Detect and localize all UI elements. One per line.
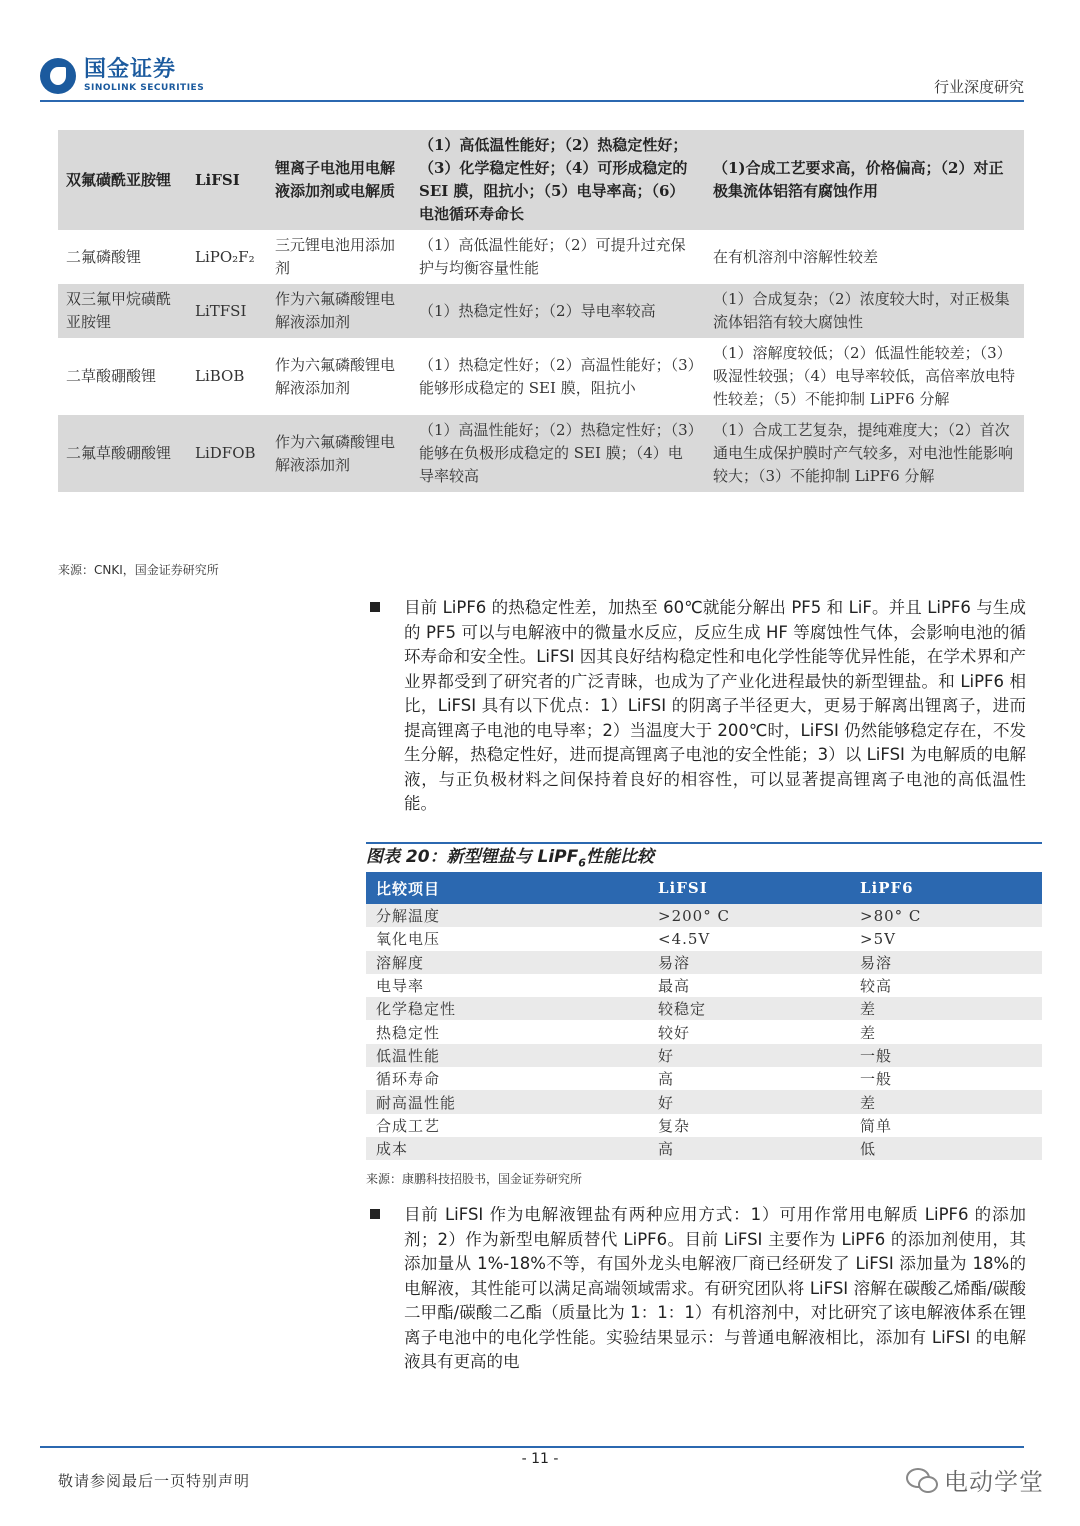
table1-source: 来源：CNKI，国金证券研究所: [58, 563, 219, 577]
item-cell: 合成工艺: [366, 1114, 648, 1137]
salt-cons: （1）溶解度较低；（2）低温性能较差；（3）吸湿性较强；（4）电导率较低，高倍率放电特性较差；（5）不能抑制 LiPF6 分解: [713, 344, 1016, 408]
salt-name: 二草酸硼酸锂: [66, 367, 157, 385]
salt-formula: LiPO₂F₂: [195, 247, 255, 266]
salt-formula: LiDFOB: [187, 415, 267, 492]
figure-20-title: [366, 842, 1042, 872]
table-row: [58, 284, 1024, 338]
paragraph-lipf6: [370, 596, 1026, 817]
salt-cons: （1）合成复杂；（2）浓度较大时，对正极集流体铝箔有较大腐蚀性: [705, 284, 1024, 338]
item-cell: 分解温度: [366, 904, 648, 927]
wechat-icon: [906, 1468, 936, 1492]
figure-title-prefix: 图表 20：新型锂盐与 LiPF: [366, 847, 579, 867]
salt-name: 二氟草酸硼酸锂: [58, 415, 187, 492]
table-row: [366, 997, 1042, 1020]
lipf6-cell: 较高: [850, 974, 1042, 997]
salt-pros: （1）热稳定性好；（2）高温性能好；（3）能够形成稳定的 SEI 膜，阻抗小: [419, 355, 696, 397]
salt-cons: 在有机溶剂中溶解性较差: [713, 247, 879, 266]
salt-formula: LiTFSI: [187, 284, 267, 338]
table-row: [366, 1114, 1042, 1137]
salt-pros: （1）高低温性能好；（2）热稳定性好；（3）化学稳定性好；（4）可形成稳定的 SEI 膜，阻抗小；（5）电导率高；（6）电池循环寿命长: [411, 130, 705, 230]
table-row: [366, 904, 1042, 927]
lipf6-cell: 低: [850, 1137, 1042, 1160]
lipf6-cell: 差: [850, 1020, 1042, 1043]
comparison-table: [366, 872, 1042, 1160]
item-cell: 溶解度: [366, 951, 648, 974]
table-row: [366, 1137, 1042, 1160]
table-row: [366, 951, 1042, 974]
item-cell: 化学稳定性: [366, 997, 648, 1020]
item-cell: 热稳定性: [366, 1020, 648, 1043]
salt-use: 作为六氟磷酸锂电解液添加剂: [267, 415, 411, 492]
table-row: [58, 230, 1024, 284]
lipf6-cell: >5V: [850, 927, 1042, 950]
lipf6-cell: 易溶: [850, 951, 1042, 974]
watermark-text: 电动学堂: [944, 1468, 1044, 1496]
salt-pros: （1）高低温性能好；（2）可提升过充保护与均衡容量性能: [419, 236, 686, 277]
bullet-square-icon: [370, 602, 380, 612]
lifsi-cell: 较稳定: [648, 997, 850, 1020]
lipf6-cell: 差: [850, 997, 1042, 1020]
salt-use: 作为六氟磷酸锂电解液添加剂: [275, 355, 396, 397]
salt-cons: （1）合成工艺复杂，提纯难度大；（2）首次通电生成保护膜时产气较多，对电池性能影响较大；（3）不能抑制 LiPF6 分解: [705, 415, 1024, 492]
salt-use: 三元锂电池用添加剂: [275, 236, 396, 277]
footer-divider: [40, 1446, 1024, 1448]
lifsi-cell: <4.5V: [648, 927, 850, 950]
salt-name: 二氟磷酸锂: [66, 247, 142, 266]
paragraph-text: 目前 LiPF6 的热稳定性差，加热至 60℃就能分解出 PF5 和 LiF。并且 LiPF6 与生成的 PF5 可以与电解液中的微量水反应，反应生成 HF 等腐蚀性气体，会影响电池的循环寿命和安全性。LiFSI 因其良好结构稳定性和电化学性能等优异性能，在学术界和产业界都受到了研究者的广泛青睐，也成为了产业化进程最快的新型锂盐。和 LiPF6 相比，LiFSI 具有以下优点：1）LiFSI 的阴离子半径更大，更易于解离出锂离子，进而提高锂离子电池的电导率；2）当温度大于 200℃时，LiFSI 仍然能够稳定存在，不发生分解，热稳定性好，进而提高锂离子电池的安全性能；3）以 LiFSI 为电解质的电解液，与正负极材料之间保持着良好的相容性，可以显著提高锂离子电池的高低温性能。: [404, 598, 1026, 813]
page-number: - 11 -: [521, 1451, 559, 1467]
table-row: [366, 1020, 1042, 1043]
lipf6-cell: 一般: [850, 1067, 1042, 1090]
header-divider: [40, 100, 1024, 102]
item-cell: 氧化电压: [366, 927, 648, 950]
item-cell: 电导率: [366, 974, 648, 997]
table-header-row: [366, 872, 1042, 904]
lifsi-cell: 好: [648, 1044, 850, 1067]
lifsi-cell: 好: [648, 1090, 850, 1113]
lifsi-cell: 易溶: [648, 951, 850, 974]
table-row: [366, 1044, 1042, 1067]
table-row: [366, 1067, 1042, 1090]
salt-name: 双氟磺酰亚胺锂: [58, 130, 187, 230]
logo-icon: [40, 58, 76, 94]
paragraph-text: 目前 LiFSI 作为电解液锂盐有两种应用方式：1）可用作常用电解质 LiPF6 的添加剂；2）作为新型电解质替代 LiPF6。目前 LiFSI 主要作为 LiPF6 的添加剂使用，其添加量从 1%-18%不等，有国外龙头电解液厂商已经研发了 LiFSI 添加量为 18%的电解液，其性能可以满足高端领域需求。有研究团队将 LiFSI 溶解在碳酸乙烯酯/碳酸二甲酯/碳酸二乙酯（质量比为 1：1：1）有机溶剂中，对比研究了该电解液体系在锂离子电池中的电化学性能。实验结果显示：与普通电解液相比，添加有 LiFSI 的电解液具有更高的电: [404, 1205, 1026, 1371]
table-row: [58, 338, 1024, 415]
salt-formula: LiBOB: [195, 367, 245, 385]
watermark: [906, 1462, 1044, 1497]
item-cell: 成本: [366, 1137, 648, 1160]
figure-title-subscript: 6: [578, 856, 586, 870]
salt-pros: （1）高温性能好；（2）热稳定性好；（3）能够在负极形成稳定的 SEI 膜；（4）电导率较高: [411, 415, 705, 492]
figure20-source: 来源：康鹏科技招股书，国金证券研究所: [366, 1172, 583, 1186]
lifsi-cell: >200° C: [648, 904, 850, 927]
bullet-square-icon: [370, 1209, 380, 1219]
lithium-salt-table: [58, 130, 1024, 492]
lifsi-cell: 复杂: [648, 1114, 850, 1137]
lipf6-cell: 一般: [850, 1044, 1042, 1067]
table-row: [366, 974, 1042, 997]
header-lipf6: LiPF6: [850, 872, 1042, 904]
company-logo: [40, 58, 204, 94]
item-cell: 耐高温性能: [366, 1090, 648, 1113]
salt-formula: LiFSI: [187, 130, 267, 230]
lifsi-cell: 最高: [648, 974, 850, 997]
item-cell: 循环寿命: [366, 1067, 648, 1090]
header-lifsi: LiFSI: [648, 872, 850, 904]
lifsi-cell: 高: [648, 1067, 850, 1090]
page-header: [0, 0, 1080, 110]
logo-en-text: SINOLINK SECURITIES: [84, 83, 205, 93]
item-cell: 低温性能: [366, 1044, 648, 1067]
salt-cons: （1)合成工艺要求高，价格偏高；（2）对正极集流体铝箔有腐蚀作用: [705, 130, 1024, 230]
paragraph-lifsi-application: [370, 1203, 1026, 1375]
lipf6-cell: 差: [850, 1090, 1042, 1113]
table-row: [366, 1090, 1042, 1113]
figure-title-suffix: 性能比较: [585, 847, 654, 867]
logo-cn-text: 国金证券: [84, 57, 177, 82]
table-row: [366, 927, 1042, 950]
lifsi-cell: 高: [648, 1137, 850, 1160]
header-item: 比较项目: [366, 872, 648, 904]
table-row: [58, 415, 1024, 492]
report-category: 行业深度研究: [933, 78, 1024, 96]
salt-pros: （1）热稳定性好；（2）导电率较高: [411, 284, 705, 338]
table-row: [58, 130, 1024, 230]
salt-use: 锂离子电池用电解液添加剂或电解质: [267, 130, 411, 230]
lipf6-cell: 简单: [850, 1114, 1042, 1137]
salt-use: 作为六氟磷酸锂电解液添加剂: [267, 284, 411, 338]
lifsi-cell: 较好: [648, 1020, 850, 1043]
lipf6-cell: >80° C: [850, 904, 1042, 927]
salt-name: 双三氟甲烷磺酰亚胺锂: [58, 284, 187, 338]
disclaimer-note: 敬请参阅最后一页特别声明: [58, 1472, 251, 1490]
